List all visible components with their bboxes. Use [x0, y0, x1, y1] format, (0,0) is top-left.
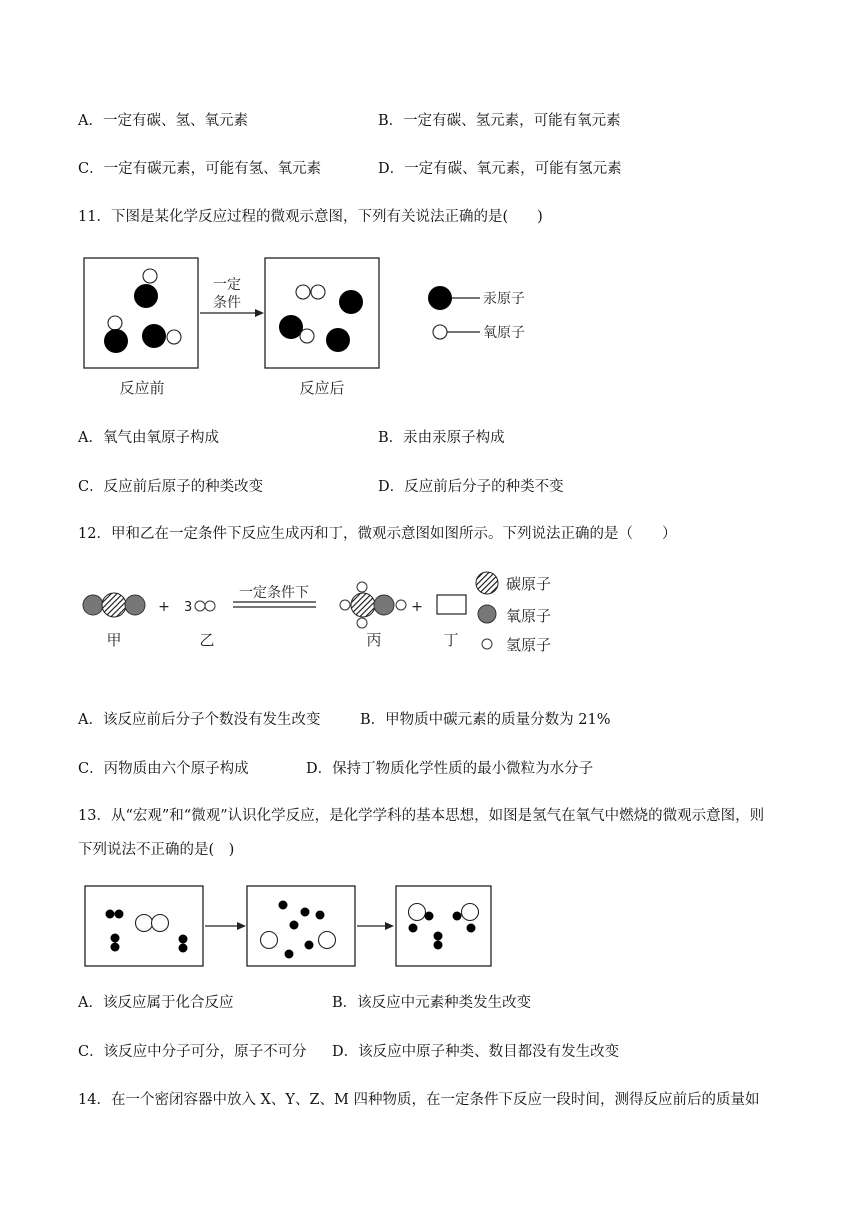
legend-oxygen-label: 氧原子 [506, 607, 552, 625]
hydrogen-atom [111, 943, 120, 952]
mercury-atom [279, 315, 303, 339]
oxygen-atom [108, 316, 122, 330]
oxygen-atom [83, 595, 103, 615]
legend-oxygen-label: 氧原子 [483, 325, 525, 341]
hydrogen-atom [357, 582, 367, 592]
mercury-atom [339, 290, 363, 314]
q11-after-label: 反应后 [299, 379, 345, 397]
condition-label: 一定条件下 [239, 585, 309, 601]
legend-mercury-label: 汞原子 [483, 291, 525, 307]
oxygen-atom [409, 904, 426, 921]
q11-option-a: A．氧气由氧原子构成 [78, 430, 219, 446]
plus-sign: + [158, 599, 170, 615]
hydrogen-atom [340, 600, 350, 610]
hydrogen-atom [290, 921, 299, 930]
hydrogen-atom [453, 912, 462, 921]
oxygen-atom [143, 269, 157, 283]
hydrogen-atom [179, 935, 188, 944]
legend-carbon-icon [476, 572, 498, 594]
oxygen-atom [167, 330, 181, 344]
q11-after-box [265, 258, 379, 368]
q11-option-c: C．反应前后原子的种类改变 [78, 479, 264, 495]
q13-stem-line-1: 13．从“宏观”和“微观”认识化学反应，是化学学科的基本思想，如图是氢气在氧气中燃烧的微观示意图，则 [78, 808, 765, 824]
legend-mercury-icon [428, 286, 452, 310]
legend-oxygen-icon [478, 605, 496, 623]
q14-stem: 14．在一个密闭容器中放入 X、Y、Z、M 四种物质，在一定条件下反应一段时间，测得反应前后的质量如 [78, 1092, 760, 1108]
oxygen-atom [374, 595, 394, 615]
hydrogen-atom [205, 601, 215, 611]
hydrogen-atom [301, 908, 310, 917]
oxygen-atom [125, 595, 145, 615]
hydrogen-atom [285, 950, 294, 959]
carbon-atom [351, 593, 375, 617]
oxygen-atom [152, 915, 169, 932]
q12-option-b: B．甲物质中碳元素的质量分数为 21% [360, 712, 611, 728]
q10-option-d: D．一定有碳、氧元素，可能有氢元素 [378, 161, 622, 177]
oxygen-atom [300, 329, 314, 343]
q13-option-d: D．该反应中原子种类、数目都没有发生改变 [332, 1044, 620, 1060]
legend-carbon-label: 碳原子 [506, 575, 552, 593]
hydrogen-atom [434, 932, 443, 941]
q13-reaction-figure [82, 882, 502, 974]
hydrogen-atom [409, 924, 418, 933]
legend-hydrogen-label: 氢原子 [506, 636, 552, 654]
q11-option-d: D．反应前后分子的种类不变 [378, 479, 564, 495]
hydrogen-atom [179, 944, 188, 953]
q11-reaction-figure [80, 252, 560, 402]
oxygen-atom [296, 285, 310, 299]
q12-option-a: A．该反应前后分子个数没有发生改变 [78, 712, 321, 728]
hydrogen-atom [425, 912, 434, 921]
label-yi: 乙 [199, 631, 215, 649]
legend-oxygen-icon [433, 325, 447, 339]
label-ding: 丁 [443, 631, 459, 649]
hydrogen-atom [396, 600, 406, 610]
q13-option-b: B．该反应中元素种类发生改变 [332, 995, 532, 1011]
arrow-head-icon [385, 922, 394, 930]
coef-yi: 3 [184, 600, 193, 615]
hydrogen-atom [467, 924, 476, 933]
q11-arrow-label-2: 条件 [213, 295, 241, 311]
hydrogen-atom [195, 601, 205, 611]
label-bing: 丙 [366, 631, 382, 649]
q13-option-c: C．该反应中分子可分，原子不可分 [78, 1044, 307, 1060]
hydrogen-atom [279, 901, 288, 910]
hydrogen-atom [115, 910, 124, 919]
arrow-head-icon [255, 309, 264, 317]
q11-stem: 11．下图是某化学反应过程的微观示意图，下列有关说法正确的是( ) [78, 209, 543, 225]
oxygen-atom [261, 932, 278, 949]
q11-arrow-label-1: 一定 [213, 277, 241, 293]
q10-option-b: B．一定有碳、氢元素，可能有氧元素 [378, 113, 621, 129]
q11-before-box [84, 258, 198, 368]
q12-stem: 12．甲和乙在一定条件下反应生成丙和丁，微观示意图如图所示。下列说法正确的是（ ） [78, 526, 677, 542]
legend-hydrogen-icon [482, 639, 492, 649]
q10-option-a: A．一定有碳、氢、氧元素 [78, 113, 248, 129]
hydrogen-atom [106, 910, 115, 919]
hydrogen-atom [305, 941, 314, 950]
q12-option-c: C．丙物质由六个原子构成 [78, 761, 249, 777]
hydrogen-atom [316, 911, 325, 920]
carbon-atom [102, 593, 126, 617]
oxygen-atom [311, 285, 325, 299]
mercury-atom [134, 284, 158, 308]
mercury-atom [104, 329, 128, 353]
hydrogen-atom [434, 941, 443, 950]
unknown-product-box [437, 595, 466, 614]
q10-option-c: C．一定有碳元素，可能有氢、氧元素 [78, 161, 322, 177]
label-jia: 甲 [106, 631, 122, 649]
oxygen-atom [319, 932, 336, 949]
q11-before-label: 反应前 [119, 379, 165, 397]
hydrogen-atom [111, 934, 120, 943]
arrow-head-icon [237, 922, 246, 930]
mercury-atom [326, 328, 350, 352]
hydrogen-atom [357, 618, 367, 628]
oxygen-atom [462, 904, 479, 921]
q13-middle-box [247, 886, 355, 966]
mercury-atom [142, 324, 166, 348]
oxygen-atom [136, 915, 153, 932]
plus-sign: + [411, 599, 423, 615]
q12-option-d: D．保持丁物质化学性质的最小微粒为水分子 [306, 761, 594, 777]
q11-option-b: B．汞由汞原子构成 [378, 430, 505, 446]
q12-reaction-figure [76, 566, 576, 662]
q13-stem-line-2: 下列说法不正确的是( ) [78, 842, 235, 858]
q13-option-a: A．该反应属于化合反应 [78, 995, 234, 1011]
